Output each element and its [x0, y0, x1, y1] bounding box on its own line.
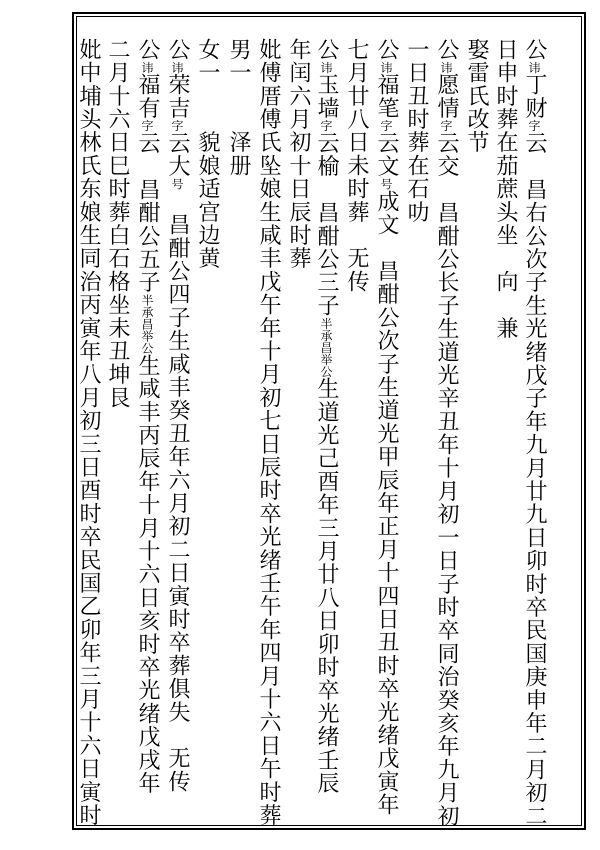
text-column [490, 38, 520, 828]
text-column [73, 38, 103, 828]
column-text: 云榆 昌酣公三子 [314, 131, 339, 318]
annotation-small-text: 讳 [527, 61, 541, 74]
text-column [253, 38, 283, 828]
text-column [162, 38, 192, 828]
annotation-small-text: 半承昌举公 [319, 317, 333, 378]
column-text: 年闰六月初十日辰时葬 [286, 38, 311, 270]
annotation-small-text: 讳 [439, 61, 453, 74]
column-text: 妣中埔头林氏东娘生同治丙寅年八月初三日酉时卒民国乙卯年三月十六日寅时 [76, 38, 101, 827]
column-text: 公 [434, 38, 459, 62]
annotation-small-text: 讳 [170, 61, 184, 74]
annotation-small-text: 讳 [379, 61, 393, 74]
annotation-small-text: 号 [379, 178, 393, 191]
annotation-small-text: 字 [527, 119, 541, 132]
text-column [283, 38, 313, 828]
column-text: 公 [165, 38, 190, 62]
annotation-small-text: 讳 [140, 61, 154, 74]
annotation-small-text: 字 [140, 119, 154, 132]
text-column [431, 38, 461, 828]
column-text: 福笔 [374, 73, 399, 120]
column-text: 丁财 [522, 73, 547, 120]
column-text: 公 [314, 38, 339, 62]
column-text: 云 昌酣公五子 [135, 131, 160, 295]
annotation-small-text: 字 [170, 119, 184, 132]
text-column [102, 38, 132, 828]
annotation-small-text: 字 [379, 119, 393, 132]
column-text: 一日丑时葬在石叻 [404, 38, 429, 224]
column-text: 荣吉 [165, 73, 190, 120]
column-text: 生道光己酉年三月廿八日卯时卒光绪壬辰 [314, 377, 339, 795]
annotation-small-text: 半承昌举公 [140, 294, 154, 355]
column-text: 公 [135, 38, 160, 62]
text-column [401, 38, 431, 828]
column-text: 公 [522, 38, 547, 62]
column-text: 云大 [165, 131, 190, 179]
text-column [461, 38, 491, 828]
text-column [341, 38, 371, 828]
column-text: 云交 昌酣公长子生道光辛丑年十月初一日子时卒同治癸亥年九月初 [434, 131, 459, 828]
text-column [192, 38, 222, 828]
text-column [519, 38, 549, 828]
column-text: 福有 [135, 73, 160, 120]
text-column [311, 38, 341, 828]
column-text: 女一 貌娘适宫边黄 [195, 38, 220, 270]
annotation-small-text: 字 [439, 119, 453, 132]
column-text: 成文 昌酣公次子生道光甲辰年正月十四日丑时卒光绪戊寅年 [374, 190, 399, 817]
column-text: 男一 泽册 [226, 38, 251, 178]
column-text: 日申时葬在茄蔗头坐 向 兼 [493, 38, 518, 340]
column-text: 云文 [374, 131, 399, 179]
column-text: 玉墙 [314, 73, 339, 120]
annotation-small-text: 讳 [319, 61, 333, 74]
column-text: 七月廿八日未时葬 无传 [344, 38, 369, 294]
text-column [371, 38, 401, 828]
column-text: 公 [374, 38, 399, 62]
annotation-small-text: 字 [319, 119, 333, 132]
column-text: 愿情 [434, 73, 459, 120]
column-text: 昌酣公四子生咸丰癸丑年六月初二日寅时卒葬俱失 无传 [165, 190, 190, 794]
column-text: 生咸丰丙辰年十月十六日亥时卒光绪戊戌年 [135, 354, 160, 795]
column-text: 妣傅厝傅氏坠娘生咸丰戊午年十月初七日辰时卒光绪壬午年四月十六日午时葬 [256, 38, 281, 827]
margin-column [18, 62, 54, 842]
annotation-small-text: 号 [170, 178, 184, 191]
text-column [132, 38, 162, 828]
text-column [223, 38, 253, 828]
column-text: 娶雷氏改节 [464, 38, 489, 154]
column-text: 云 昌右公次子生光绪戊子年九月廿九日卯时卒民国庚申年二月初二 [522, 131, 547, 828]
column-text: 二月十六日巳时葬白石格坐未丑坤艮 [105, 38, 130, 410]
